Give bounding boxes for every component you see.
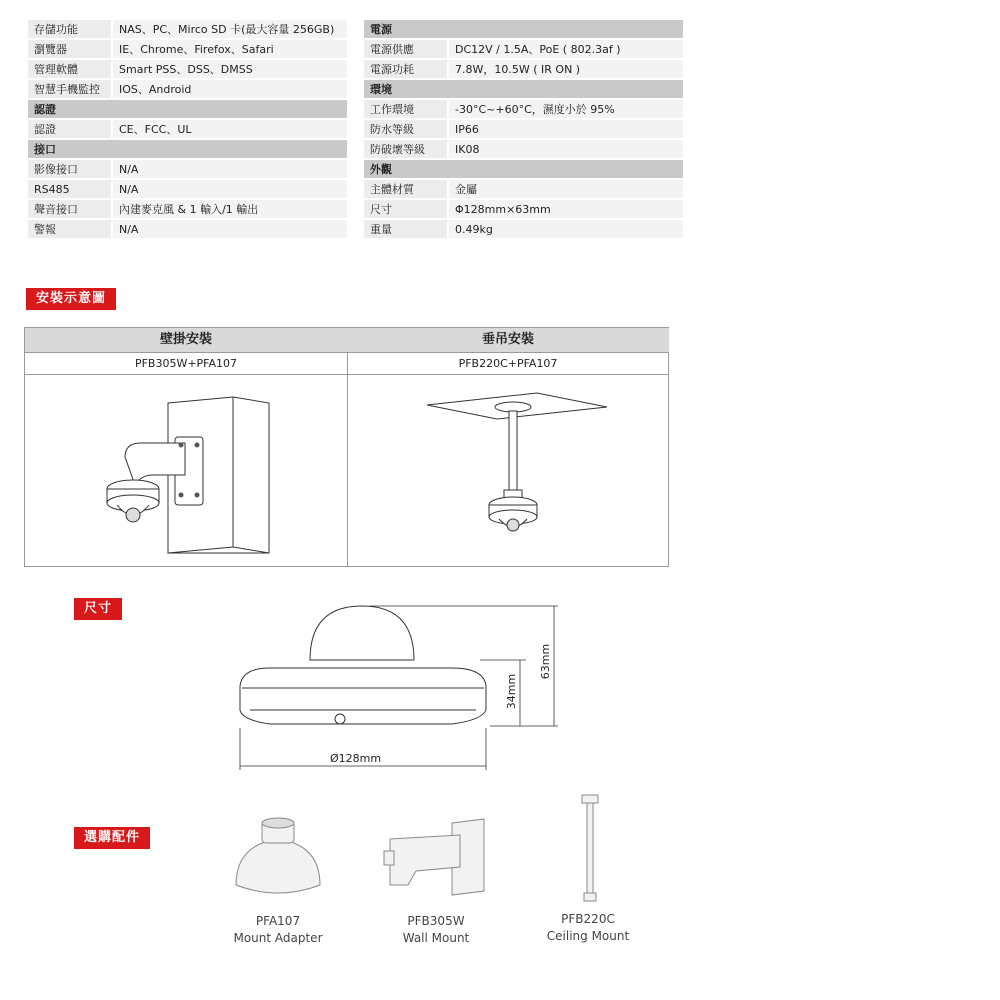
- spec-row: [28, 200, 347, 218]
- spec-value: NAS、PC、Mirco SD 卡(最大容量 256GB): [111, 20, 347, 38]
- accessories-tag: 選購配件: [74, 827, 150, 849]
- spec-row: [28, 40, 347, 58]
- accessory-name: Mount Adapter: [233, 931, 323, 945]
- spec-section-row: [364, 160, 683, 178]
- spec-value: IP66: [447, 120, 683, 138]
- spec-value: IK08: [447, 140, 683, 158]
- install-table: [24, 327, 669, 567]
- spec-value: -30°C~+60°C，濕度小於 95%: [447, 100, 683, 118]
- spec-key: 影像接口: [28, 160, 111, 178]
- accessory-item-pfa107: [208, 913, 348, 947]
- spec-row: [28, 120, 347, 138]
- spec-value: 金屬: [447, 180, 683, 198]
- accessory-item-pfb305w: [366, 913, 506, 947]
- spec-value: CE、FCC、UL: [111, 120, 347, 138]
- spec-section-title: 電源: [364, 20, 683, 38]
- spec-section-row: [364, 20, 683, 38]
- spec-row: [364, 220, 683, 238]
- spec-row: [364, 100, 683, 118]
- dimension-drawing: [230, 598, 570, 778]
- spec-section-title: 認證: [28, 100, 347, 118]
- spec-row: [364, 180, 683, 198]
- spec-row: [364, 200, 683, 218]
- spec-key: 電源供應: [364, 40, 447, 58]
- spec-table-right: [364, 18, 683, 240]
- spec-key: 重量: [364, 220, 447, 238]
- spec-section-row: [364, 80, 683, 98]
- spec-row: [364, 140, 683, 158]
- wall-mount-illustration: [25, 375, 347, 566]
- spec-key: 電源功耗: [364, 60, 447, 78]
- spec-row: [28, 180, 347, 198]
- spec-row: [28, 60, 347, 78]
- spec-value: Smart PSS、DSS、DMSS: [111, 60, 347, 78]
- spec-value: IE、Chrome、Firefox、Safari: [111, 40, 347, 58]
- accessory-model: PFB305W: [407, 914, 465, 928]
- spec-key: 聲音接口: [28, 200, 111, 218]
- spec-key: 認證: [28, 120, 111, 138]
- ceiling-mount-title: 垂吊安裝: [347, 328, 669, 353]
- spec-value: Φ128mm×63mm: [447, 200, 683, 218]
- spec-key: 警報: [28, 220, 111, 238]
- spec-key: RS485: [28, 180, 111, 198]
- spec-table-left: [28, 18, 347, 240]
- spec-value: IOS、Android: [111, 80, 347, 98]
- accessory-model: PFB220C: [561, 912, 615, 926]
- spec-section-row: [28, 100, 347, 118]
- spec-row: [364, 60, 683, 78]
- accessory-model: PFA107: [255, 914, 301, 928]
- spec-key: 管理軟體: [28, 60, 111, 78]
- dimensions-tag: 尺寸: [74, 598, 122, 620]
- spec-row: [28, 220, 347, 238]
- mount-adapter-image: [228, 815, 328, 905]
- ceiling-mount-image: [570, 793, 610, 905]
- spec-key: 瀏覽器: [28, 40, 111, 58]
- spec-row: [364, 40, 683, 58]
- spec-key: 主體材質: [364, 180, 447, 198]
- accessory-name: Wall Mount: [402, 931, 470, 945]
- spec-value: N/A: [111, 180, 347, 198]
- accessory-item-pfb220c: [518, 911, 658, 945]
- wall-mount-title: 壁掛安裝: [25, 328, 347, 353]
- body-height-label: 34mm: [505, 673, 519, 710]
- spec-key: 工作環境: [364, 100, 447, 118]
- spec-section-title: 外觀: [364, 160, 683, 178]
- ceiling-mount-illustration: [347, 375, 669, 566]
- spec-row: [28, 160, 347, 178]
- spec-row: [364, 120, 683, 138]
- install-tag: 安裝示意圖: [26, 288, 116, 310]
- accessory-name: Ceiling Mount: [546, 929, 630, 943]
- spec-value: 內建麥克風 & 1 輸入/1 輸出: [111, 200, 347, 218]
- spec-value: N/A: [111, 160, 347, 178]
- spec-section-title: 環境: [364, 80, 683, 98]
- spec-key: 防破壞等級: [364, 140, 447, 158]
- spec-value: 0.49kg: [447, 220, 683, 238]
- spec-key: 智慧手機監控: [28, 80, 111, 98]
- spec-value: N/A: [111, 220, 347, 238]
- spec-key: 防水等級: [364, 120, 447, 138]
- spec-section-row: [28, 140, 347, 158]
- total-height-label: 63mm: [539, 643, 553, 680]
- wall-mount-image: [380, 815, 490, 900]
- spec-key: 存儲功能: [28, 20, 111, 38]
- diameter-label: Ø128mm: [330, 752, 382, 765]
- spec-row: [28, 20, 347, 38]
- spec-row: [28, 80, 347, 98]
- spec-value: 7.8W，10.5W ( IR ON ): [447, 60, 683, 78]
- spec-value: DC12V / 1.5A、PoE ( 802.3af ): [447, 40, 683, 58]
- spec-key: 尺寸: [364, 200, 447, 218]
- ceiling-mount-column: [347, 328, 669, 566]
- ceiling-mount-model: PFB220C+PFA107: [347, 353, 669, 375]
- wall-mount-column: [25, 328, 348, 566]
- spec-section-title: 接口: [28, 140, 347, 158]
- wall-mount-model: PFB305W+PFA107: [25, 353, 347, 375]
